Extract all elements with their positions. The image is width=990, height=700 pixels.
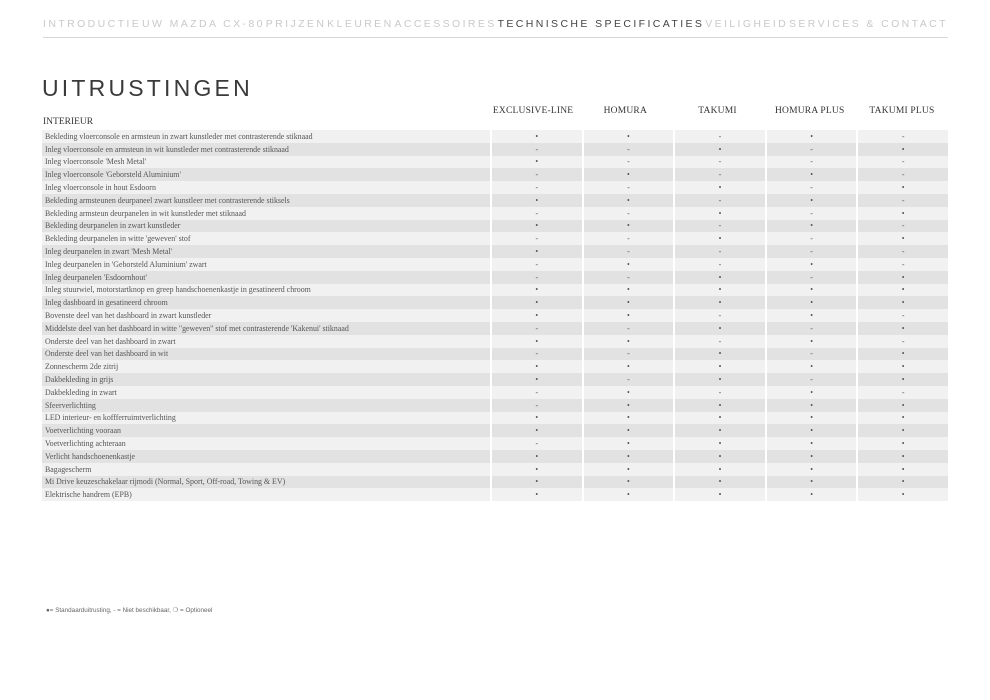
row-label: Inleg stuurwiel, motorstartknop en greep handschoenenkastje in gesatineerd chroom: [42, 284, 490, 297]
table-row: [42, 386, 948, 399]
availability-cell: •: [673, 284, 765, 297]
availability-cell: •: [582, 399, 674, 412]
availability-cell: •: [582, 258, 674, 271]
table-row: [42, 194, 948, 207]
availability-cell: •: [856, 284, 948, 297]
availability-cell: -: [582, 207, 674, 220]
availability-cell: •: [856, 373, 948, 386]
table-row: [42, 181, 948, 194]
table-row: [42, 450, 948, 463]
row-label: Bekleding vloerconsole en armsteun in zwart kunstleder met contrasterende stiknaad: [42, 130, 490, 143]
nav-item-prijzen[interactable]: PRIJZEN: [265, 18, 327, 30]
nav-item-accessoires[interactable]: ACCESSOIRES: [394, 18, 497, 30]
availability-cell: •: [856, 271, 948, 284]
availability-cell: •: [673, 181, 765, 194]
nav-item-kleuren[interactable]: KLEUREN: [327, 18, 394, 30]
availability-cell: -: [856, 168, 948, 181]
availability-cell: -: [765, 232, 857, 245]
availability-cell: •: [673, 360, 765, 373]
availability-cell: -: [856, 194, 948, 207]
availability-cell: •: [673, 348, 765, 361]
availability-cell: •: [765, 412, 857, 425]
availability-cell: •: [765, 309, 857, 322]
availability-cell: •: [765, 335, 857, 348]
table-row: [42, 373, 948, 386]
availability-cell: •: [673, 207, 765, 220]
row-label: Inleg deurpanelen in zwart 'Mesh Metal': [42, 245, 490, 258]
availability-cell: •: [582, 437, 674, 450]
availability-cell: •: [856, 232, 948, 245]
availability-cell: •: [490, 220, 582, 233]
column-header: EXCLUSIVE-LINE: [492, 106, 574, 116]
availability-cell: •: [765, 488, 857, 501]
availability-cell: -: [490, 207, 582, 220]
availability-cell: -: [673, 245, 765, 258]
availability-cell: •: [582, 130, 674, 143]
availability-cell: •: [582, 360, 674, 373]
availability-cell: -: [856, 220, 948, 233]
availability-cell: -: [765, 322, 857, 335]
availability-cell: •: [490, 284, 582, 297]
availability-cell: -: [490, 348, 582, 361]
availability-cell: •: [856, 437, 948, 450]
table-row: [42, 296, 948, 309]
availability-cell: •: [765, 220, 857, 233]
row-label: Mi Drive keuzeschakelaar rijmodi (Normal, Sport, Off-road, Towing & EV): [42, 476, 490, 489]
availability-cell: •: [856, 348, 948, 361]
availability-cell: •: [673, 412, 765, 425]
availability-cell: •: [765, 194, 857, 207]
availability-cell: •: [490, 412, 582, 425]
row-label: Inleg deurpanelen 'Esdoornhout': [42, 271, 490, 284]
column-headers: [487, 106, 948, 116]
table-row: [42, 143, 948, 156]
availability-cell: •: [582, 424, 674, 437]
availability-cell: -: [765, 271, 857, 284]
availability-cell: -: [673, 335, 765, 348]
row-label: Inleg vloerconsole in hout Esdoorn: [42, 181, 490, 194]
availability-cell: •: [765, 168, 857, 181]
availability-cell: •: [856, 412, 948, 425]
availability-cell: -: [582, 348, 674, 361]
availability-cell: -: [673, 156, 765, 169]
row-label: Onderste deel van het dashboard in zwart: [42, 335, 490, 348]
availability-cell: •: [673, 476, 765, 489]
availability-cell: •: [856, 296, 948, 309]
nav-item-services-contact[interactable]: SERVICES & CONTACT: [788, 18, 948, 30]
table-row: [42, 245, 948, 258]
availability-cell: •: [582, 488, 674, 501]
availability-cell: •: [490, 463, 582, 476]
table-row: [42, 399, 948, 412]
table-row: [42, 437, 948, 450]
row-label: Dakbekleding in zwart: [42, 386, 490, 399]
row-label: Middelste deel van het dashboard in witte "geweven" stof met contrasterende 'Kakenui' stiknaad: [42, 322, 490, 335]
availability-cell: •: [582, 220, 674, 233]
availability-cell: •: [856, 476, 948, 489]
table-row: [42, 156, 948, 169]
availability-cell: -: [856, 386, 948, 399]
availability-cell: -: [673, 309, 765, 322]
availability-cell: •: [856, 424, 948, 437]
availability-cell: -: [490, 322, 582, 335]
column-header: HOMURA PLUS: [774, 106, 845, 116]
availability-cell: -: [582, 143, 674, 156]
availability-cell: -: [765, 143, 857, 156]
availability-cell: •: [582, 463, 674, 476]
availability-cell: •: [765, 360, 857, 373]
availability-cell: -: [856, 156, 948, 169]
availability-cell: •: [765, 399, 857, 412]
availability-cell: •: [673, 463, 765, 476]
availability-cell: •: [582, 296, 674, 309]
availability-cell: •: [673, 373, 765, 386]
availability-cell: -: [490, 258, 582, 271]
row-label: Sfeerverlichting: [42, 399, 490, 412]
section-label: INTERIEUR: [43, 117, 94, 127]
row-label: Bekleding armsteun deurpanelen in wit kunstleder met stiknaad: [42, 207, 490, 220]
availability-cell: •: [582, 309, 674, 322]
availability-cell: •: [582, 412, 674, 425]
table-row: [42, 424, 948, 437]
availability-cell: •: [490, 488, 582, 501]
availability-cell: -: [673, 194, 765, 207]
table-row: [42, 168, 948, 181]
table-row: [42, 322, 948, 335]
availability-cell: -: [856, 130, 948, 143]
table-row: [42, 463, 948, 476]
availability-cell: •: [490, 450, 582, 463]
row-label: Bovenste deel van het dashboard in zwart kunstleder: [42, 309, 490, 322]
table-row: [42, 476, 948, 489]
availability-cell: •: [673, 450, 765, 463]
table-row: [42, 309, 948, 322]
table-row: [42, 360, 948, 373]
availability-cell: -: [490, 271, 582, 284]
availability-cell: -: [490, 143, 582, 156]
row-label: Bagagescherm: [42, 463, 490, 476]
table-row: [42, 335, 948, 348]
nav-item-introductie[interactable]: INTRODUCTIE: [43, 18, 142, 30]
availability-cell: -: [490, 399, 582, 412]
row-label: Inleg deurpanelen in 'Geborsteld Aluminium' zwart: [42, 258, 490, 271]
availability-cell: -: [673, 220, 765, 233]
availability-cell: •: [582, 168, 674, 181]
availability-cell: •: [856, 207, 948, 220]
availability-cell: •: [856, 488, 948, 501]
nav-item-uw-mazda-cx-80[interactable]: UW MAZDA CX-80: [142, 18, 265, 30]
row-label: Inleg vloerconsole 'Mesh Metal': [42, 156, 490, 169]
availability-cell: •: [765, 450, 857, 463]
availability-cell: -: [490, 232, 582, 245]
row-label: Voetverlichting achteraan: [42, 437, 490, 450]
availability-cell: -: [673, 130, 765, 143]
availability-cell: •: [856, 450, 948, 463]
row-label: Inleg dashboard in gesatineerd chroom: [42, 296, 490, 309]
availability-cell: -: [765, 245, 857, 258]
row-label: Bekleding deurpanelen in zwart kunstleder: [42, 220, 490, 233]
availability-cell: •: [765, 437, 857, 450]
row-label: LED interieur- en koffferruimtverlichting: [42, 412, 490, 425]
availability-cell: •: [765, 258, 857, 271]
page-title: UITRUSTINGEN: [42, 75, 253, 102]
availability-cell: •: [673, 143, 765, 156]
availability-cell: -: [582, 181, 674, 194]
availability-cell: -: [582, 245, 674, 258]
availability-cell: •: [856, 463, 948, 476]
availability-cell: -: [765, 348, 857, 361]
availability-cell: -: [582, 322, 674, 335]
availability-cell: •: [490, 156, 582, 169]
availability-cell: •: [490, 245, 582, 258]
availability-cell: •: [490, 424, 582, 437]
table-row: [42, 232, 948, 245]
table-row: [42, 412, 948, 425]
availability-cell: -: [856, 258, 948, 271]
availability-cell: -: [490, 181, 582, 194]
availability-cell: •: [765, 296, 857, 309]
row-label: Verlicht handschoenenkastje: [42, 450, 490, 463]
availability-cell: -: [582, 232, 674, 245]
nav-item-technische-specificaties[interactable]: TECHNISCHE SPECIFICATIES: [497, 18, 705, 30]
availability-cell: -: [673, 386, 765, 399]
table-row: [42, 348, 948, 361]
availability-cell: •: [582, 335, 674, 348]
availability-cell: •: [856, 399, 948, 412]
availability-cell: •: [582, 284, 674, 297]
availability-cell: •: [856, 143, 948, 156]
availability-cell: •: [856, 322, 948, 335]
equipment-table: [42, 130, 948, 501]
availability-cell: •: [490, 373, 582, 386]
availability-cell: •: [765, 424, 857, 437]
availability-cell: •: [490, 335, 582, 348]
availability-cell: •: [765, 284, 857, 297]
availability-cell: -: [765, 373, 857, 386]
availability-cell: •: [856, 360, 948, 373]
table-row: [42, 488, 948, 501]
availability-cell: -: [490, 437, 582, 450]
availability-cell: •: [673, 232, 765, 245]
table-row: [42, 220, 948, 233]
availability-cell: •: [673, 488, 765, 501]
availability-cell: -: [582, 156, 674, 169]
availability-cell: •: [673, 399, 765, 412]
availability-cell: •: [582, 386, 674, 399]
availability-cell: •: [765, 476, 857, 489]
availability-cell: -: [490, 168, 582, 181]
availability-cell: -: [582, 373, 674, 386]
availability-cell: •: [673, 296, 765, 309]
row-label: Bekleding deurpanelen in witte 'geweven' stof: [42, 232, 490, 245]
availability-cell: •: [765, 130, 857, 143]
table-row: [42, 271, 948, 284]
column-header: TAKUMI: [698, 106, 737, 116]
availability-cell: •: [490, 130, 582, 143]
row-label: Zonnescherm 2de zitrij: [42, 360, 490, 373]
table-row: [42, 130, 948, 143]
availability-cell: •: [490, 309, 582, 322]
availability-cell: •: [765, 463, 857, 476]
availability-cell: •: [490, 360, 582, 373]
availability-cell: •: [490, 194, 582, 207]
availability-cell: -: [673, 168, 765, 181]
availability-cell: -: [856, 245, 948, 258]
availability-cell: •: [765, 386, 857, 399]
availability-cell: •: [582, 194, 674, 207]
availability-cell: -: [765, 156, 857, 169]
availability-cell: •: [490, 296, 582, 309]
nav-item-veiligheid[interactable]: VEILIGHEID: [705, 18, 789, 30]
availability-cell: •: [673, 424, 765, 437]
row-label: Inleg vloerconsole en armsteun in wit kunstleder met contrasterende stiknaad: [42, 143, 490, 156]
row-label: Inleg vloerconsole 'Geborsteld Aluminium': [42, 168, 490, 181]
table-row: [42, 284, 948, 297]
availability-cell: -: [856, 335, 948, 348]
column-header: HOMURA: [603, 106, 648, 116]
availability-cell: •: [856, 181, 948, 194]
availability-cell: -: [765, 207, 857, 220]
row-label: Dakbekleding in grijs: [42, 373, 490, 386]
availability-cell: -: [490, 386, 582, 399]
availability-cell: -: [856, 309, 948, 322]
availability-cell: •: [673, 271, 765, 284]
nav-divider: [43, 37, 948, 38]
row-label: Voetverlichting vooraan: [42, 424, 490, 437]
availability-cell: •: [673, 437, 765, 450]
column-header: TAKUMI PLUS: [869, 106, 935, 116]
row-label: Bekleding armsteunen deurpaneel zwart kunstleer met contrasterende stiksels: [42, 194, 490, 207]
legend: ●= Standaarduitrusting, - = Niet beschikbaar, ❍ = Optioneel: [46, 607, 213, 614]
availability-cell: -: [673, 258, 765, 271]
availability-cell: -: [765, 181, 857, 194]
availability-cell: •: [490, 476, 582, 489]
row-label: Elektrische handrem (EPB): [42, 488, 490, 501]
row-label: Onderste deel van het dashboard in wit: [42, 348, 490, 361]
availability-cell: •: [582, 450, 674, 463]
table-row: [42, 207, 948, 220]
top-navigation: [43, 18, 948, 30]
availability-cell: •: [673, 322, 765, 335]
availability-cell: •: [582, 476, 674, 489]
availability-cell: -: [582, 271, 674, 284]
table-row: [42, 258, 948, 271]
